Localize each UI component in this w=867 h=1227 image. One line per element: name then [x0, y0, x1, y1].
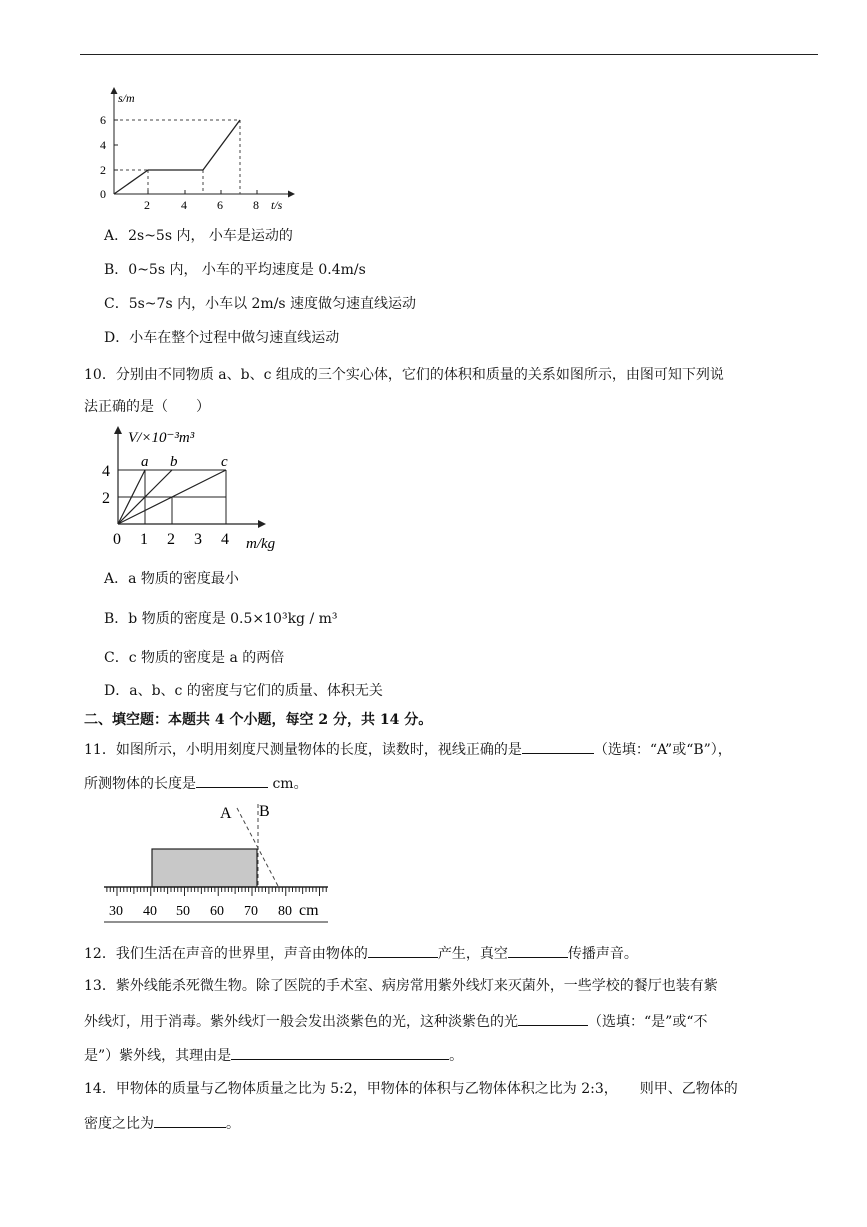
q9-x-tick: 8: [253, 198, 259, 212]
q13-line2: [84, 1011, 707, 1032]
q11-ruler-figure: [100, 798, 336, 926]
ruler-number: 50: [176, 904, 190, 919]
ruler-number: 60: [210, 904, 224, 919]
q10-x-tick: 2: [167, 531, 175, 548]
q13-line1: 13．紫外线能杀死微生物。除了医院的手术室、病房常用紫外线灯来灭菌外，一些学校的餐厅也装有紫: [84, 978, 718, 994]
q11-text: cm。: [268, 776, 308, 792]
q14-text: 14．甲物体的质量与乙物体质量之比为 5:2，甲物体的体积与乙物体体积之比为 2:3，: [84, 1081, 618, 1097]
q10-vm-graph: [98, 420, 298, 558]
q10-x-tick: 3: [194, 531, 202, 548]
q11-line2: [84, 773, 308, 794]
q11-text: 所测物体的长度是: [84, 776, 196, 792]
q9-y-tick: 0: [100, 187, 106, 201]
q10-series-c: c: [221, 454, 228, 470]
ruler-unit: cm: [299, 902, 319, 919]
q10-y-label: V/×10⁻³m³: [128, 430, 195, 446]
q10-option-d: D．a、b、c 的密度与它们的质量、体积无关: [104, 683, 383, 699]
q13-blank-2[interactable]: [231, 1045, 449, 1060]
q10-y-tick: 4: [102, 463, 110, 480]
q14-blank[interactable]: [154, 1113, 226, 1128]
ruler-number: 80: [278, 904, 292, 919]
q11-blank-1[interactable]: [522, 739, 594, 754]
q9-option-c: C．5s~7s 内，小车以 2m/s 速度做匀速直线运动: [104, 296, 417, 312]
q10-option-b: B．b 物质的密度是 0.5×10³kg / m³: [104, 611, 338, 627]
ruler-number: 70: [244, 904, 258, 919]
q10-option-a: A．a 物质的密度最小: [104, 571, 239, 587]
section-title: 二、填空题：本题共 4 个小题，每空 2 分，共 14 分。: [84, 712, 433, 728]
q13-text: 是”）紫外线，其理由是: [84, 1048, 232, 1064]
q9-y-label: s/m: [118, 91, 135, 105]
q14-text: 。: [226, 1116, 240, 1132]
q13-line3: [84, 1045, 463, 1066]
q12-line: [84, 943, 638, 964]
q10-x-label: m/kg: [246, 536, 276, 552]
q12-blank-1[interactable]: [368, 943, 438, 958]
q9-option-b: B．0~5s 内， 小车的平均速度是 0.4m/s: [104, 262, 366, 278]
q10-x-tick: 0: [113, 531, 121, 548]
q12-blank-2[interactable]: [508, 943, 568, 958]
q10-series-a: a: [141, 454, 149, 470]
ruler-ticks: [107, 887, 326, 896]
q10-series-b: b: [170, 454, 178, 470]
ruler-number: 30: [109, 904, 123, 919]
q9-x-label: t/s: [271, 198, 283, 212]
q13-text: （选填：“是”或“不: [588, 1014, 708, 1030]
q9-option-d: D．小车在整个过程中做匀速直线运动: [104, 330, 340, 346]
q10-stem-line1: 10．分别由不同物质 a、b、c 组成的三个实心体，它们的体积和质量的关系如图所示，由图可知下列说: [84, 367, 724, 383]
q10-option-c: C．c 物质的密度是 a 的两倍: [104, 650, 285, 666]
q9-y-tick: 4: [100, 138, 106, 152]
q14-text: 密度之比为: [84, 1116, 154, 1132]
q14-line2: [84, 1113, 240, 1134]
q9-y-tick: 6: [100, 113, 106, 127]
q14-line1: [84, 1079, 738, 1099]
q14-text: 则甲、乙物体的: [639, 1081, 738, 1097]
q11-label-b: B: [259, 803, 270, 820]
q10-stem-line2: 法正确的是（ ）: [84, 399, 210, 415]
q12-text: 传播声音。: [567, 946, 638, 962]
q9-x-tick: 2: [144, 198, 150, 212]
q9-x-tick: 4: [181, 198, 187, 212]
q11-blank-2[interactable]: [196, 773, 268, 788]
q10-x-tick: 1: [140, 531, 148, 548]
q13-text: 外线灯，用于消毒。紫外线灯一般会发出淡紫色的光，这种淡紫色的光: [84, 1014, 518, 1030]
q9-y-tick: 2: [100, 163, 106, 177]
q11-text: 11．如图所示，小明用刻度尺测量物体的长度，读数时，视线正确的是: [84, 742, 522, 758]
ruler-number: 40: [143, 904, 157, 919]
q10-y-tick: 2: [102, 490, 110, 507]
q11-text: （选填：“A”或“B”），: [593, 742, 732, 758]
q11-label-a: A: [220, 805, 232, 822]
q9-st-graph: [90, 86, 300, 216]
q13-blank-1[interactable]: [518, 1011, 588, 1026]
q11-line1: [84, 739, 732, 760]
header-rule: [80, 54, 818, 55]
q9-option-a: A．2s~5s 内， 小车是运动的: [104, 228, 293, 244]
q12-text: 产生，真空: [437, 946, 508, 962]
q12-text: 12．我们生活在声音的世界里，声音由物体的: [84, 946, 368, 962]
q10-x-tick: 4: [221, 531, 229, 548]
q13-text: 。: [449, 1048, 464, 1064]
q9-x-tick: 6: [217, 198, 223, 212]
